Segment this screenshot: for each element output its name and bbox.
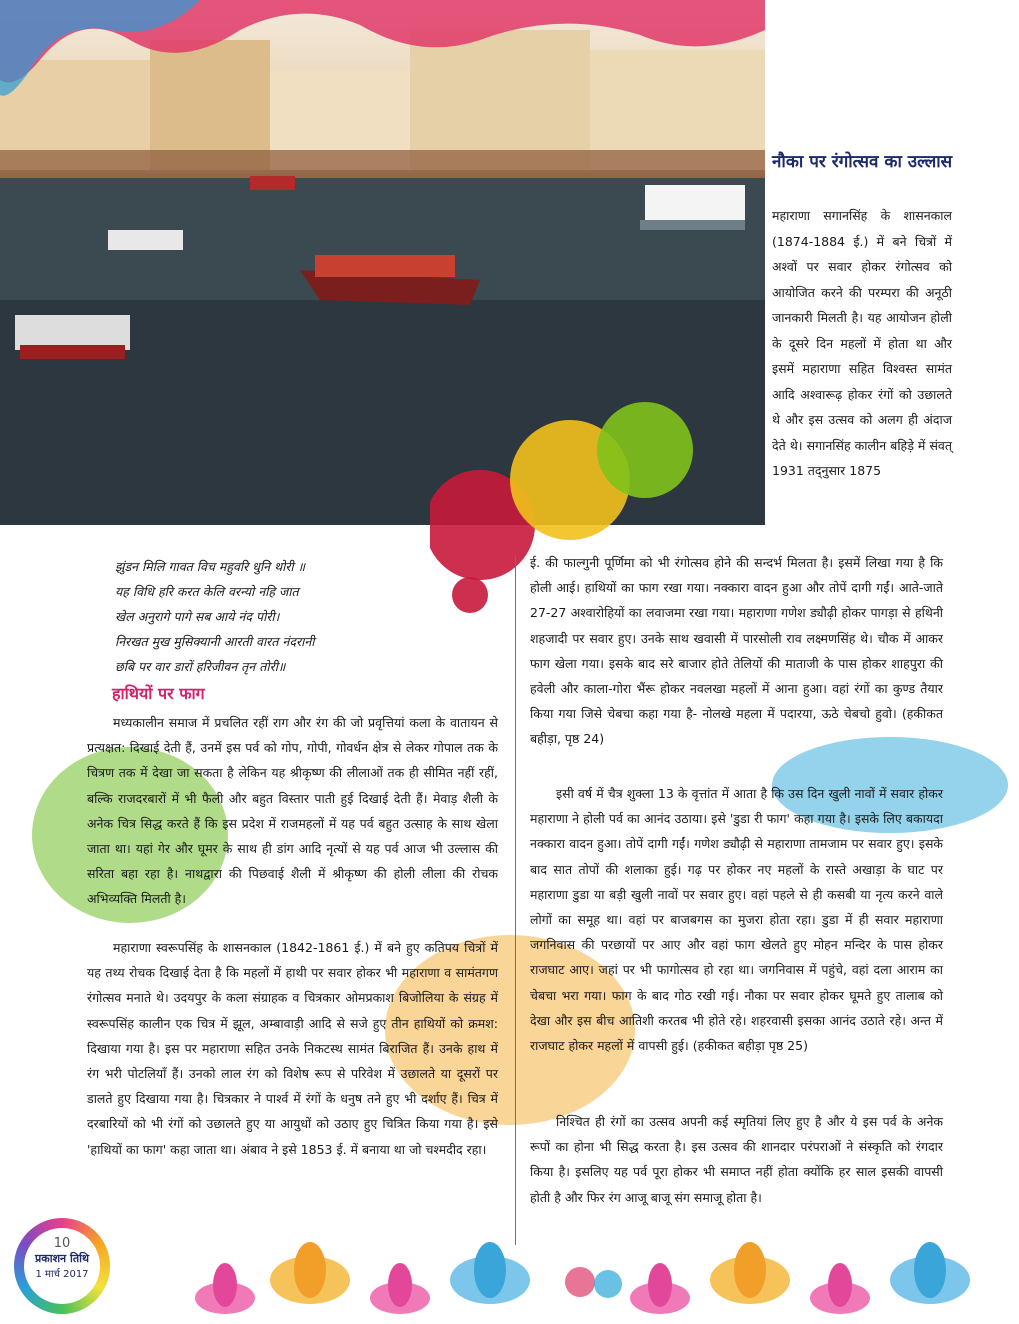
palace-building [410, 30, 590, 170]
column-divider [515, 555, 516, 1245]
boat [640, 185, 745, 230]
boat [250, 176, 295, 190]
section-title-boat-festival: नौका पर रंगोत्सव का उल्लास [772, 152, 953, 172]
publication-badge [24, 1228, 100, 1304]
body-paragraph: निश्चित ही रंगों का उत्सव अपनी कई स्मृतियां लिए हुए है और ये इस पर्व के अनेक रूपों का होना भी सिद्ध करता है। इस उत्सव की शानदार परंपराओं ने संस्कृति को रंगदार किया है। इसलिए यह पर्व पूरा होकर भी समाप्त नहीं होता क्योंकि हर साल इसकी वापसी होती है और फिर रंग आजू बाजू संग समाजू होता है। [530, 1114, 943, 1205]
lotus-flower-icon [195, 1263, 255, 1314]
poem-line: यह विधि हरि करत केलि वरन्यो नहि जात [115, 584, 299, 599]
publication-label: प्रकाशन तिथि [35, 1252, 89, 1265]
poem-block [115, 554, 415, 679]
body-paragraph: इसी वर्ष में चैत्र शुक्ला 13 के वृत्तांत में आता है कि उस दिन खुली नावों में सवार होकर महाराणा ने होली पर्व का आनंद उठाया। इसे 'डुडा री फाग' कहा गया है। इसके लिए बकायदा नक्कारा वादन हुआ। तोपें दागी गईं। गणेश ड्यौढ़ी से महाराणा तामजाम पर सवार हुए। इसके बाद सात तोपों की शलाका हुई। गढ़ पर होकर नए महलों के रास्ते अखाड़ा के घाट पर महाराणा डुडा या बड़ी खुली नावों पर सवार हुए। वहां पहले से ही कसबी या नृत्य करने वाले लोगों का समूह था। वहां पर बाजबगस का मुजरा होता रहा। डुडा में ही सवार महाराणा जगनिवास की परछायों पर आए और वहां फाग खेलते हुए मोहन मन्दिर के पास होकर राजघाट आए। जहां पर भी फागोत्सव हो रहा था। जगनिवास में पहुंचे, वहां दला आराम का चेबचा भरा गया। फाग के बाद गोठ रखी गई। नौका पर सवार होकर घूमते हुए तालाब को देखा और इस बीच आतिशी करतब भी होते रहे। शहरवासी इसका आनंद उठाते रहे। अन्त में राजघाट होकर महलों में वापसी हुई। (हकीकत बहीड़ा पृष्ठ 25) [530, 786, 943, 1054]
lotus-flower-icon [370, 1263, 430, 1314]
poem-line: छबि पर वार डारों हरिजीवन तृन तोरी॥ [115, 659, 286, 674]
body-paragraph: ई. की फाल्गुनी पूर्णिमा को भी रंगोत्सव होने की सन्दर्भ मिलता है। इसमें लिखा गया है कि होली आई। हाथियों का फाग रखा गया। नक्कारा वादन हुआ और तोपें दागी गईं। आते-जाते 27-27 अश्वारोहियों का लवाजमा रखा गया। महाराणा गणेश ड्यौढ़ी होकर पागड़ा से हथिनी शहजादी पर सवार हुए। उनके साथ खवासी में पारसोली राव लक्ष्मणसिंह थे। चौक में आकर फाग खेला गया। इसके बाद सरे बाजार होते तेलियों की माताजी के पास होकर शाहपुरा की हवेली और काला-गोरा भैंरू होकर नवलखा महलों में आना हुआ। वहां रंगों का कुण्ड तैयार किया गया जिसे चेबचा कहा गया है- नोलखे महला में पदारया, ऊठे चेबचो हुवो। (हकीकत बहीड़ा, पृष्ठ 24) [530, 555, 943, 747]
section-heading-elephants: हाथियों पर फाग [112, 684, 205, 703]
poem-line: खेल अनुरागे पागे सब आये नंद पोरी। [115, 609, 280, 624]
ghat-crowd [0, 150, 765, 180]
poem-line: निरखत मुख मुसिक्यानी आरती वारत नंदरानी [115, 634, 315, 649]
lotus-flower-icon [890, 1242, 970, 1304]
body-paragraph: मध्यकालीन समाज में प्रचलित रहीं राग और रंग की जो प्रवृत्तियां कला के वातायन से प्रत्यक्षत: दिखाई देती हैं, उनमें इस पर्व को गोप, गोपी, गोवर्धन क्षेत्र से लेकर गोपाल तक के चित्रण तक में देखा जा सकता है लेकिन यह श्रीकृष्ण की लीलाओं तक ही सीमित नहीं रहीं, बल्कि राजदरबारों में भी फैली और बहुत विस्तार पाती हुई दिखाई देती हैं। मेवाड़ शैली के अनेक चित्र सिद्ध करते हैं कि इस प्रदेश में राजमहलों में यह पर्व बहुत उत्साह के साथ खेला जाता था। यहां गेर और घूमर के साथ ही डांग आदि नृत्यों से यह पर्व आज भी उल्लास की सरिता बहा रहा है। नाथद्वारा की पिछवाई शैली में श्रीकृष्ण की होली लीला की रोचक अभिव्यक्ति मिलती है। [87, 715, 498, 907]
boat [15, 315, 130, 359]
poem-line: झुंडन मिलि गावत विच महुवरि धुनि थोरी ॥ [115, 559, 306, 574]
lotus-flower-icon [810, 1263, 870, 1314]
lotus-flower-icon [270, 1242, 350, 1304]
body-paragraph: महाराणा सगानसिंह के शासनकाल (1874-1884 ई.) में बने चित्रों में अश्वों पर सवार होकर रंगोत्सव को आयोजित करने की परम्परा की अनूठी जानकारी मिलती है। यह आयोजन होली के दूसरे दिन महलों में होता था और इसमें महाराणा सहित विश्वस्त सामंत आदि अश्वारूढ़ होकर रंगों को उछालते थे और इस उत्सव को अलग ही अंदाज देते थे। सगानसिंह कालीन बहिड़े में संवत् 1931 तद्नुसार 1875 [772, 208, 952, 478]
boat [108, 230, 183, 250]
boat [300, 255, 480, 305]
lotus-flower-icon [710, 1242, 790, 1304]
lotus-border [190, 1240, 1019, 1320]
publication-date: 1 मार्च 2017 [35, 1269, 89, 1280]
body-paragraph: महाराणा स्वरूपसिंह के शासनकाल (1842-1861 ई.) में बने हुए कतिपय चित्रों में यह तथ्य रोचक दिखाई देता है कि महलों में हाथी पर सवार होकर भी महाराणा व सामंतगण रंगोत्सव मनाते थे। उदयपुर के कला संग्राहक व चित्रकार ओमप्रकाश बिजोलिया के संग्रह में स्वरूपसिंह कालीन एक चित्र में झूल, अम्बावाड़ी आदि से सजे हुए तीन हाथियों को क्रमश: दिखाया गया है। इस पर महाराणा सहित उनके निकटस्थ सामंत बिराजित हैं। उनके हाथ में रंग भरी पोटलियाँ हैं। उनको लाल रंग को विशेष रूप से परिवेश में उछालते या दूसरों पर डालते हुए दिखाया गया है। चित्रकार ने पार्श्व में रंगों के धनुष तने हुए भी दर्शाए हैं। चित्र में दरबारियों को भी रंगों को उछालते हुए या आयुधों को उठाए हुए चित्रित किया गया है। इसे 'हाथियों का फाग' कहा जाता था। अंबाव ने इसे 1853 ई. में बनाया था जो चश्मदीद रहा। [87, 940, 498, 1157]
lotus-flower-icon [450, 1242, 530, 1304]
page-number: 10 [53, 1236, 71, 1251]
lotus-flower-icon [630, 1263, 690, 1314]
